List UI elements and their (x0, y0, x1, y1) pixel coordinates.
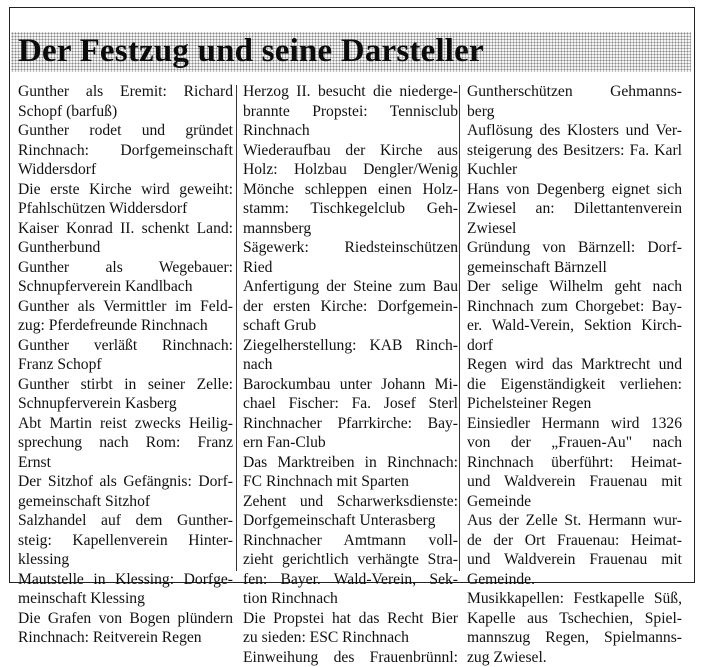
article-line: berg (467, 102, 682, 122)
article-line: stamm: Tischkegelclub Geh- (243, 199, 458, 219)
article-line: Gemeinde. (467, 570, 682, 590)
text-column-3 (467, 82, 682, 667)
article-line: Rinchnach: Dorfgemeinschaft (18, 141, 233, 161)
article-line: Regen wird das Marktrecht und (467, 355, 682, 375)
article-line: dorf (467, 336, 682, 356)
article-line: Musikkapellen: Festkapelle Süß, (467, 589, 682, 609)
article-title: Der Festzug und seine Darsteller (18, 33, 484, 70)
article-line: Mönche schleppen einen Holz- (243, 180, 458, 200)
article-line: Die Propstei hat das Recht Bier (243, 609, 458, 629)
article-line: Pichelsteiner Regen (467, 394, 682, 414)
article-line: Herzog II. besucht die niederge- (243, 82, 458, 102)
article-line: Rinchnach überführt: Heimat- (467, 453, 682, 473)
article-line: Aus der Zelle St. Hermann wur- (467, 511, 682, 531)
article-line: Schopf (barfuß) (18, 102, 233, 122)
article-line: Gründung von Bärnzell: Dorf- (467, 238, 682, 258)
article-line: FC Rinchnach mit Sparten (243, 472, 458, 492)
article-line: Einsiedler Hermann wird 1326 (467, 414, 682, 434)
article-line: Barockumbau unter Johann Mi- (243, 375, 458, 395)
article-line: steig: Kapellenverein Hinter- (18, 531, 233, 551)
article-line: ern Fan-Club (243, 433, 458, 453)
article-line: Hans von Degenberg eignet sich (467, 180, 682, 200)
article-line: Rinchnacher Amtmann voll- (243, 531, 458, 551)
article-line: Franz Schopf (18, 355, 233, 375)
article-line: gemeinschaft Sitzhof (18, 492, 233, 512)
article-line: Rinchnach: Reitverein Regen (18, 628, 233, 648)
article-line: und Waldverein Frauenau mit (467, 472, 682, 492)
article-line: Holz: Holzbau Dengler/Wenig (243, 160, 458, 180)
article-line: Pfahlschützen Widdersdorf (18, 199, 233, 219)
article-line: Gunther stirbt in seiner Zelle: (18, 375, 233, 395)
article-line: zug Zwiesel. (467, 648, 682, 667)
article-line: Abt Martin reist zwecks Heilig- (18, 414, 233, 434)
article-line: der ersten Kirche: Dorfgemein- (243, 297, 458, 317)
article-line: Dorfgemeinschaft Unterasberg (243, 511, 458, 531)
article-line: Mautstelle in Klessing: Dorfge- (18, 570, 233, 590)
article-line: Zehent und Scharwerksdienste: (243, 492, 458, 512)
column-rule-2 (459, 85, 460, 571)
article-line: Kuchler (467, 160, 682, 180)
article-line: zug: Pferdefreunde Rinchnach (18, 316, 233, 336)
article-line: Kapelle aus Tschechien, Spiel- (467, 609, 682, 629)
article-line: Ernst (18, 453, 233, 473)
article-line: Rinchnach (243, 121, 458, 141)
article-line: Auflösung des Klosters und Ver- (467, 121, 682, 141)
article-line: Gunther als Wegebauer: (18, 258, 233, 278)
article-line: schaft Grub (243, 316, 458, 336)
article-line: Zwiesel an: Dilettantenverein (467, 199, 682, 219)
article-line: fen: Bayer. Wald-Verein, Sek- (243, 570, 458, 590)
article-line: zu sieden: ESC Rinchnach (243, 628, 458, 648)
article-line: Sägewerk: Riedsteinschützen (243, 238, 458, 258)
article-line: Die erste Kirche wird geweiht: (18, 180, 233, 200)
article-line: und Waldverein Frauenau mit (467, 550, 682, 570)
article-line: Die Grafen von Bogen plündern (18, 609, 233, 629)
article-line: Rinchnach zum Chorgebet: Bay- (467, 297, 682, 317)
article-line: Ried (243, 258, 458, 278)
article-line: Kaiser Konrad II. schenkt Land: (18, 219, 233, 239)
article-line: meinschaft Klessing (18, 589, 233, 609)
article-line: de der Ort Frauenau: Heimat- (467, 531, 682, 551)
article-line: sprechung nach Rom: Franz (18, 433, 233, 453)
article-line: Salzhandel auf dem Gunther- (18, 511, 233, 531)
article-line: tion Rinchnach (243, 589, 458, 609)
article-line: von der „Frauen-Au" nach (467, 433, 682, 453)
article-line: mannszug Regen, Spielmanns- (467, 628, 682, 648)
article-line: chael Fischer: Fa. Josef Sterl (243, 394, 458, 414)
article-line: Widdersdorf (18, 160, 233, 180)
article-line: nach (243, 355, 458, 375)
column-rule-1 (236, 85, 237, 571)
article-line: Ziegelherstellung: KAB Rinch- (243, 336, 458, 356)
article-line: Zwiesel (467, 219, 682, 239)
article-line: Gunther rodet und gründet (18, 121, 233, 141)
text-column-2 (243, 82, 458, 667)
article-line: Gunther als Eremit: Richard (18, 82, 233, 102)
article-line: Anfertigung der Steine zum Bau (243, 277, 458, 297)
article-line: steigerung des Besitzers: Fa. Karl (467, 141, 682, 161)
article-line: Der selige Wilhelm geht nach (467, 277, 682, 297)
article-line: klessing (18, 550, 233, 570)
article-line: Rinchnacher Pfarrkirche: Bay- (243, 414, 458, 434)
article-line: Gunther als Vermittler im Feld- (18, 297, 233, 317)
article-line: Das Marktreiben in Rinchnach: (243, 453, 458, 473)
article-line: Gunther verläßt Rinchnach: (18, 336, 233, 356)
article-line: gemeinschaft Bärnzell (467, 258, 682, 278)
article-line: er. Wald-Verein, Sektion Kirch- (467, 316, 682, 336)
article-line: brannte Propstei: Tennisclub (243, 102, 458, 122)
article-line: Der Sitzhof als Gefängnis: Dorf- (18, 472, 233, 492)
article-line: Einweihung des Frauenbrünnl: (243, 648, 458, 667)
article-line: Gemeinde (467, 492, 682, 512)
article-line: Guntherbund (18, 238, 233, 258)
article-line: zieht gerichtlich verhängte Stra- (243, 550, 458, 570)
article-line: Wiederaufbau der Kirche aus (243, 141, 458, 161)
article-line: Guntherschützen Gehmanns- (467, 82, 682, 102)
article-line: die Eigenständigkeit verliehen: (467, 375, 682, 395)
article-line: Schnupferverein Kandlbach (18, 277, 233, 297)
text-column-1 (18, 82, 233, 648)
article-line: mannsberg (243, 219, 458, 239)
article-line: Schnupferverein Kasberg (18, 394, 233, 414)
